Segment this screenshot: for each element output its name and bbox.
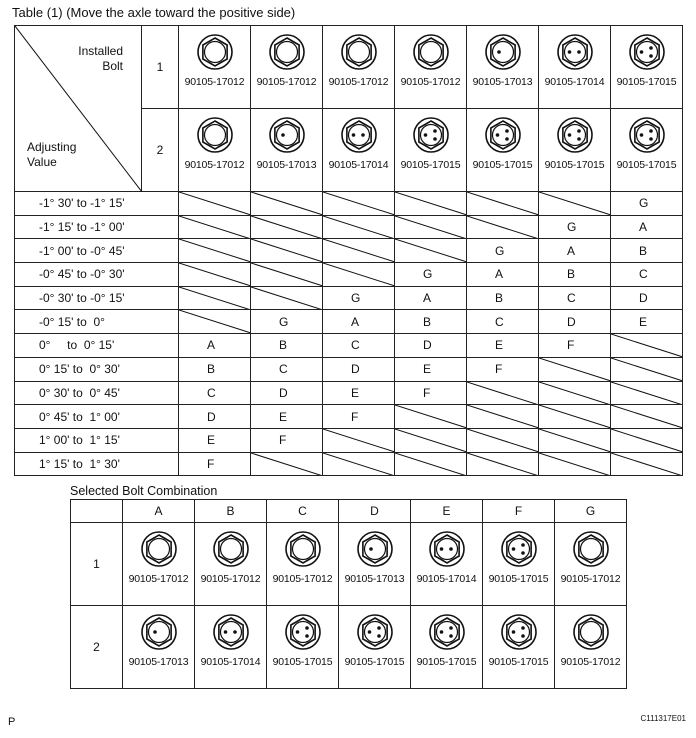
not-applicable-cell [539, 192, 611, 216]
adjustment-row [15, 286, 683, 310]
combination-letter: E [467, 334, 539, 358]
bolt-cell [555, 606, 627, 689]
part-number: 90105-17013 [128, 656, 189, 668]
bolt-combination-table [70, 499, 627, 689]
diagonal-slash [323, 429, 394, 452]
diagonal-slash [323, 453, 394, 476]
bolt-head-icon [411, 115, 451, 155]
part-number: 90105-17014 [544, 76, 605, 88]
not-applicable-cell [395, 192, 467, 216]
bolt-cell [395, 26, 467, 109]
bolt-cell [611, 109, 683, 192]
marking-dot [361, 133, 365, 137]
combination-letter: D [539, 310, 611, 334]
marking-dot [495, 133, 499, 137]
diagonal-slash [539, 429, 610, 452]
combination-letter: G [251, 310, 323, 334]
marking-dot [433, 137, 437, 141]
bolt-cell [267, 523, 339, 606]
marking-dot [567, 133, 571, 137]
marking-dot [639, 50, 643, 54]
part-number: 90105-17015 [544, 159, 605, 171]
bolt-cell [467, 109, 539, 192]
not-applicable-cell [467, 428, 539, 452]
marking-dot [577, 129, 581, 133]
not-applicable-cell [467, 215, 539, 239]
figure-code: C111317E01 [640, 714, 686, 723]
diagonal-slash [611, 334, 682, 357]
bolt-head-icon [339, 32, 379, 72]
diagonal-slash [467, 453, 538, 476]
marking-dot [377, 634, 381, 638]
bolt-head-icon [283, 612, 323, 652]
adjustment-row [15, 310, 683, 334]
marking-dot [305, 634, 309, 638]
bolt-head-icon [267, 115, 307, 155]
part-number: 90105-17013 [344, 573, 405, 585]
marking-dot [521, 543, 525, 547]
part-number: 90105-17012 [400, 76, 461, 88]
not-applicable-cell [179, 215, 251, 239]
marking-dot [433, 129, 437, 133]
bolt-cell [467, 26, 539, 109]
diagonal-slash [611, 429, 682, 452]
part-number: 90105-17015 [472, 159, 533, 171]
corner-cell [71, 500, 123, 523]
bolt-label: Bolt [102, 59, 123, 73]
adjustment-row [15, 215, 683, 239]
part-number: 90105-17012 [256, 76, 317, 88]
diagonal-slash [395, 453, 466, 476]
adjustment-row [15, 452, 683, 476]
marking-dot [511, 630, 515, 634]
marking-dot [305, 626, 309, 630]
combination-letter: B [467, 286, 539, 310]
marking-dot [281, 133, 285, 137]
combination-header: A [123, 500, 195, 523]
not-applicable-cell [395, 452, 467, 476]
bolt-head-icon [427, 529, 467, 569]
part-number: 90105-17015 [272, 656, 333, 668]
not-applicable-cell [323, 239, 395, 263]
part-number: 90105-17015 [400, 159, 461, 171]
bolt-cell [339, 523, 411, 606]
diagonal-slash [611, 405, 682, 428]
diagonal-slash [539, 358, 610, 381]
part-number: 90105-17012 [184, 76, 245, 88]
combination-letter: F [395, 381, 467, 405]
not-applicable-cell [323, 192, 395, 216]
adjustment-row [15, 263, 683, 287]
bolt-cell [323, 26, 395, 109]
combination-letter: C [611, 263, 683, 287]
marking-dot [449, 634, 453, 638]
combination-header: E [411, 500, 483, 523]
adjusting-value: 0° 45' to 1° 00' [15, 405, 179, 429]
not-applicable-cell [611, 405, 683, 429]
diagonal-slash [179, 310, 250, 333]
marking-dot [295, 630, 299, 634]
bolt-head-icon [571, 529, 611, 569]
diagonal-slash [323, 216, 394, 239]
diagonal-slash [323, 192, 394, 215]
combination-letter: B [611, 239, 683, 263]
bolt-cell [339, 606, 411, 689]
combination-letter: D [179, 405, 251, 429]
not-applicable-cell [179, 239, 251, 263]
diagonal-slash [179, 216, 250, 239]
adjusting-value: -0° 45' to -0° 30' [15, 263, 179, 287]
table2-title: Selected Bolt Combination [70, 484, 218, 498]
combination-header: B [195, 500, 267, 523]
bolt-head-icon [211, 612, 251, 652]
bolt-cell [555, 523, 627, 606]
adjustment-row [15, 192, 683, 216]
combination-letter: F [179, 452, 251, 476]
combination-letter: G [539, 215, 611, 239]
combination-letter: F [251, 428, 323, 452]
bolt-cell [195, 523, 267, 606]
adjustment-row [15, 405, 683, 429]
bolt-head-icon [499, 529, 539, 569]
bolt-head-icon [555, 115, 595, 155]
diagonal-slash [323, 239, 394, 262]
combination-letter: A [539, 239, 611, 263]
combination-letter: E [251, 405, 323, 429]
bolt-head-icon [571, 612, 611, 652]
diagonal-slash [539, 382, 610, 405]
diagonal-slash [539, 405, 610, 428]
combination-letter: G [611, 192, 683, 216]
diagonal-slash [179, 287, 250, 310]
not-applicable-cell [323, 263, 395, 287]
diagonal-slash [395, 239, 466, 262]
bolt-head-icon [267, 32, 307, 72]
bolt-head-icon [283, 529, 323, 569]
not-applicable-cell [467, 381, 539, 405]
bolt-head-icon [139, 529, 179, 569]
bolt-head-icon [627, 115, 667, 155]
combination-letter: B [539, 263, 611, 287]
bolt-head-icon [427, 612, 467, 652]
diagonal-slash [611, 453, 682, 476]
diagonal-slash [395, 405, 466, 428]
not-applicable-cell [611, 452, 683, 476]
bolt-cell [251, 26, 323, 109]
combination-letter: A [179, 334, 251, 358]
marking-dot [649, 54, 653, 58]
marking-dot [521, 551, 525, 555]
combination-letter: F [467, 357, 539, 381]
bolt-head-icon [211, 529, 251, 569]
not-applicable-cell [251, 263, 323, 287]
diagonal-slash [611, 358, 682, 381]
diagonal-slash [467, 405, 538, 428]
part-number: 90105-17012 [272, 573, 333, 585]
part-number: 90105-17014 [416, 573, 477, 585]
bolt-cell [195, 606, 267, 689]
part-number: 90105-17015 [616, 159, 677, 171]
not-applicable-cell [251, 192, 323, 216]
bolt-cell [267, 606, 339, 689]
combination-letter: A [467, 263, 539, 287]
marking-dot [367, 630, 371, 634]
not-applicable-cell [611, 334, 683, 358]
diagonal-slash [467, 382, 538, 405]
marking-dot [439, 630, 443, 634]
combination-header: F [483, 500, 555, 523]
not-applicable-cell [251, 286, 323, 310]
combination-letter: B [395, 310, 467, 334]
marking-dot [351, 133, 355, 137]
diagonal-slash [467, 429, 538, 452]
bolt-cell [411, 606, 483, 689]
not-applicable-cell [611, 357, 683, 381]
adjustment-row [15, 239, 683, 263]
part-number: 90105-17013 [256, 159, 317, 171]
installed-label: Installed [78, 44, 123, 58]
adjustment-table [14, 25, 683, 476]
not-applicable-cell [323, 215, 395, 239]
marking-dot [649, 129, 653, 133]
combination-letter: F [539, 334, 611, 358]
part-number: 90105-17015 [344, 656, 405, 668]
marking-dot [497, 50, 501, 54]
diagonal-slash [251, 216, 322, 239]
combination-letter: C [323, 334, 395, 358]
diagonal-slash [611, 382, 682, 405]
marking-dot [577, 50, 581, 54]
adjusting-label: Adjusting [27, 140, 77, 154]
part-number: 90105-17015 [488, 573, 549, 585]
marking-dot [567, 50, 571, 54]
diagonal-slash [467, 192, 538, 215]
bolt-head-icon [339, 115, 379, 155]
marking-dot [577, 137, 581, 141]
marking-dot [511, 547, 515, 551]
adjustment-row [15, 334, 683, 358]
combination-letter: C [467, 310, 539, 334]
marking-dot [423, 133, 427, 137]
diagonal-slash [179, 263, 250, 286]
part-number: 90105-17015 [416, 656, 477, 668]
diagonal-slash [251, 192, 322, 215]
diagonal-slash [179, 192, 250, 215]
marking-dot [369, 547, 373, 551]
not-applicable-cell [395, 239, 467, 263]
bolt-cell [251, 109, 323, 192]
table1-title: Table (1) (Move the axle toward the positive side) [12, 5, 296, 20]
part-number: 90105-17012 [200, 573, 261, 585]
diagonal-slash [395, 192, 466, 215]
combination-letter: E [179, 428, 251, 452]
bolt-cell [323, 109, 395, 192]
combination-letter: D [611, 286, 683, 310]
not-applicable-cell [395, 405, 467, 429]
part-number: 90105-17013 [472, 76, 533, 88]
bolt-head-icon [195, 115, 235, 155]
bolt-cell [483, 523, 555, 606]
combination-letter: C [251, 357, 323, 381]
adjusting-value: -1° 15' to -1° 00' [15, 215, 179, 239]
not-applicable-cell [179, 192, 251, 216]
not-applicable-cell [179, 286, 251, 310]
bolt-head-icon [483, 32, 523, 72]
combination-letter: B [179, 357, 251, 381]
not-applicable-cell [467, 192, 539, 216]
marking-dot [505, 137, 509, 141]
combination-letter: D [395, 334, 467, 358]
marking-dot [153, 630, 157, 634]
combination-letter: G [323, 286, 395, 310]
marking-dot [377, 626, 381, 630]
bolt-cell [539, 26, 611, 109]
marking-dot [639, 133, 643, 137]
combination-letter: C [539, 286, 611, 310]
diagonal-slash [539, 192, 610, 215]
combination-letter: E [611, 310, 683, 334]
adjusting-value: 1° 00' to 1° 15' [15, 428, 179, 452]
combination-letter: A [395, 286, 467, 310]
part-number: 90105-17012 [560, 573, 621, 585]
combination-letter: G [395, 263, 467, 287]
marking-dot [449, 547, 453, 551]
diagonal-slash [323, 263, 394, 286]
not-applicable-cell [539, 357, 611, 381]
bolt-head-icon [499, 612, 539, 652]
row-number-1: 1 [71, 523, 123, 606]
combination-letter: G [467, 239, 539, 263]
combination-letter: C [179, 381, 251, 405]
marking-dot [449, 626, 453, 630]
row-number-2: 2 [142, 109, 179, 192]
adjusting-value: -1° 30' to -1° 15' [15, 192, 179, 216]
bolt-head-icon [195, 32, 235, 72]
not-applicable-cell [467, 405, 539, 429]
not-applicable-cell [539, 428, 611, 452]
adjusting-value: -0° 15' to 0° [15, 310, 179, 334]
adjustment-row [15, 428, 683, 452]
diagonal-slash [179, 239, 250, 262]
combination-letter: F [323, 405, 395, 429]
adjusting-value: -1° 00' to -0° 45' [15, 239, 179, 263]
value-label: Value [27, 155, 57, 169]
diagonal-slash [251, 263, 322, 286]
combination-header: G [555, 500, 627, 523]
bolt-cell [123, 523, 195, 606]
not-applicable-cell [611, 381, 683, 405]
adjusting-value: -0° 30' to -0° 15' [15, 286, 179, 310]
marking-dot [505, 129, 509, 133]
diagonal-slash [251, 239, 322, 262]
adjustment-row [15, 357, 683, 381]
part-number: 90105-17012 [328, 76, 389, 88]
bolt-cell [123, 606, 195, 689]
not-applicable-cell [251, 239, 323, 263]
bolt-cell [411, 523, 483, 606]
part-number: 90105-17015 [488, 656, 549, 668]
adjusting-value: 1° 15' to 1° 30' [15, 452, 179, 476]
part-number: 90105-17012 [560, 656, 621, 668]
bolt-head-icon [483, 115, 523, 155]
bolt-cell [611, 26, 683, 109]
bolt-cell [179, 26, 251, 109]
bolt-cell [395, 109, 467, 192]
row-number-1: 1 [142, 26, 179, 109]
marking-dot [233, 630, 237, 634]
not-applicable-cell [395, 215, 467, 239]
diagonal-slash [251, 453, 322, 476]
adjustment-row [15, 381, 683, 405]
marking-dot [649, 137, 653, 141]
marking-dot [521, 626, 525, 630]
marking-dot [521, 634, 525, 638]
not-applicable-cell [323, 452, 395, 476]
adjusting-value: 0° 15' to 0° 30' [15, 357, 179, 381]
bolt-head-icon [355, 529, 395, 569]
part-number: 90105-17014 [328, 159, 389, 171]
part-number: 90105-17012 [184, 159, 245, 171]
not-applicable-cell [179, 263, 251, 287]
not-applicable-cell [323, 428, 395, 452]
combination-header: C [267, 500, 339, 523]
bolt-head-icon [139, 612, 179, 652]
combination-letter: E [323, 381, 395, 405]
part-number: 90105-17014 [200, 656, 261, 668]
bolt-cell [539, 109, 611, 192]
combination-letter: A [323, 310, 395, 334]
not-applicable-cell [611, 428, 683, 452]
combination-letter: D [251, 381, 323, 405]
adjusting-value: 0° to 0° 15' [15, 334, 179, 358]
combination-letter: B [251, 334, 323, 358]
part-number: 90105-17015 [616, 76, 677, 88]
marking-dot [223, 630, 227, 634]
diagonal-slash [467, 216, 538, 239]
not-applicable-cell [251, 452, 323, 476]
combination-letter: D [323, 357, 395, 381]
not-applicable-cell [251, 215, 323, 239]
row-number-2: 2 [71, 606, 123, 689]
bolt-head-icon [411, 32, 451, 72]
bolt-cell [179, 109, 251, 192]
part-number: 90105-17012 [128, 573, 189, 585]
footer-left: P [8, 716, 16, 728]
combination-letter: A [611, 215, 683, 239]
diagonal-slash [395, 216, 466, 239]
not-applicable-cell [179, 310, 251, 334]
bolt-head-icon [355, 612, 395, 652]
adjusting-value: 0° 30' to 0° 45' [15, 381, 179, 405]
combination-letter: E [395, 357, 467, 381]
marking-dot [649, 46, 653, 50]
bolt-head-icon [627, 32, 667, 72]
bolt-head-icon [555, 32, 595, 72]
not-applicable-cell [395, 428, 467, 452]
diagonal-slash [251, 287, 322, 310]
not-applicable-cell [539, 381, 611, 405]
not-applicable-cell [467, 452, 539, 476]
corner-header [15, 26, 142, 192]
diagonal-slash [395, 429, 466, 452]
diagonal-slash [539, 453, 610, 476]
not-applicable-cell [539, 405, 611, 429]
marking-dot [439, 547, 443, 551]
combination-header: D [339, 500, 411, 523]
not-applicable-cell [539, 452, 611, 476]
bolt-cell [483, 606, 555, 689]
